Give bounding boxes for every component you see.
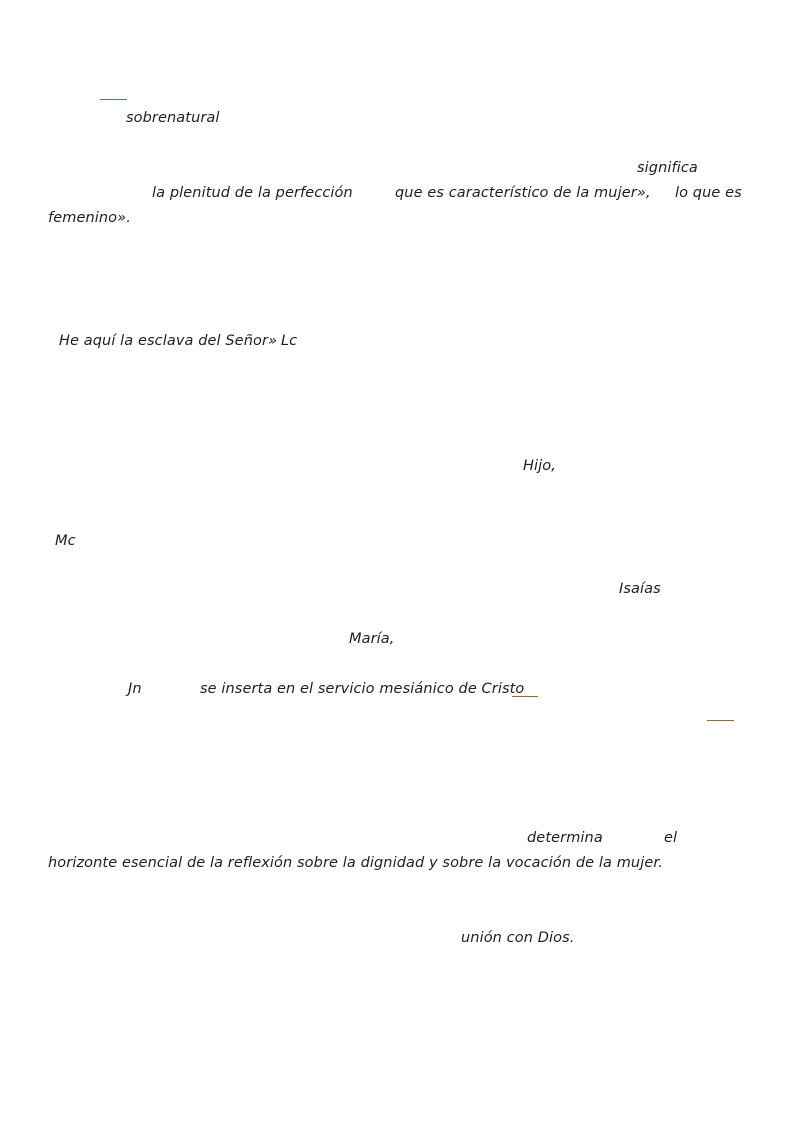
text-fragment: unión con Dios. bbox=[461, 930, 575, 946]
text-fragment: significa bbox=[637, 160, 698, 176]
text-fragment: sobrenatural bbox=[126, 110, 220, 126]
text-fragment: el bbox=[664, 830, 678, 846]
text-fragment: femenino». bbox=[48, 210, 131, 226]
text-fragment: Isaías bbox=[619, 581, 661, 597]
text-fragment: se inserta en el servicio mesiánico de Cristo bbox=[200, 681, 525, 697]
text-fragment: que es característico de la mujer», bbox=[395, 185, 651, 201]
text-fragment: María, bbox=[349, 631, 395, 647]
text-fragment: lo que es bbox=[675, 185, 742, 201]
footnote-marker-line bbox=[512, 696, 538, 697]
text-fragment: horizonte esencial de la reflexión sobre la dignidad y sobre la vocación de la mujer. bbox=[48, 855, 663, 871]
text-fragment: determina bbox=[527, 830, 603, 846]
text-fragment: la plenitud de la perfección bbox=[152, 185, 353, 201]
text-fragment: Jn bbox=[128, 681, 142, 697]
text-fragment: Hijo, bbox=[523, 458, 556, 474]
text-fragment: Lc bbox=[281, 333, 298, 349]
text-fragment: Mc bbox=[55, 533, 76, 549]
footnote-marker-line bbox=[100, 99, 127, 100]
footnote-marker-line bbox=[707, 720, 734, 721]
text-fragment: He aquí la esclava del Señor» bbox=[59, 333, 278, 349]
